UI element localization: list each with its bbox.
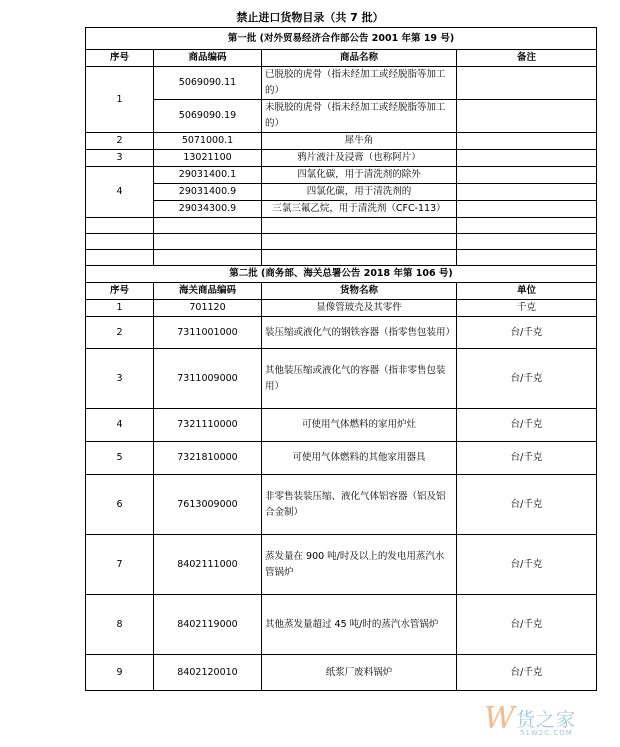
seq-cell: 3	[86, 150, 154, 167]
table-row	[86, 442, 597, 475]
empty-row	[86, 218, 597, 234]
unit-cell: 台/千克	[457, 655, 597, 691]
table-row	[86, 535, 597, 595]
unit-cell: 台/千克	[457, 349, 597, 409]
table-row	[86, 67, 597, 100]
seq-cell: 5	[86, 442, 154, 475]
name-cell: 蒸发量在 900 吨/时及以上的发电用蒸汽水管锅炉	[262, 535, 457, 595]
code-cell: 29031400.9	[154, 184, 262, 201]
name-cell: 其他装压缩或液化气的容器（指非零售包装用）	[262, 349, 457, 409]
remark-cell	[457, 133, 597, 150]
batch2-title: 第二批 (商务部、海关总署公告 2018 年第 106 号)	[86, 266, 597, 283]
table-row	[86, 655, 597, 691]
name-cell: 纸浆厂废料锅炉	[262, 655, 457, 691]
empty-row	[86, 250, 597, 266]
unit-cell: 千克	[457, 300, 597, 317]
remark-cell	[457, 167, 597, 184]
code-cell: 7311001000	[154, 317, 262, 349]
table-row	[86, 100, 597, 133]
page-title: 禁止进口货物目录（共 7 批）	[236, 11, 384, 24]
seq-cell: 7	[86, 535, 154, 595]
name-cell: 四氯化碳，用于清洗剂的除外	[262, 167, 457, 184]
remark-cell	[457, 100, 597, 133]
name-cell: 非零售装装压缩、液化气体铝容器（铝及铝合金制）	[262, 475, 457, 535]
seq-cell: 8	[86, 595, 154, 655]
unit-cell: 台/千克	[457, 409, 597, 442]
table-row	[86, 349, 597, 409]
seq-cell: 1	[86, 67, 154, 133]
code-cell: 8402120010	[154, 655, 262, 691]
name-cell: 鸦片液汁及浸膏（也称阿片）	[262, 150, 457, 167]
empty-row	[86, 234, 597, 250]
header-name: 货物名称	[262, 283, 457, 300]
code-cell: 7311009000	[154, 349, 262, 409]
name-cell: 可使用气体燃料的其他家用器具	[262, 442, 457, 475]
watermark-url: 51W2C.COM	[520, 729, 573, 737]
code-cell: 5069090.11	[154, 67, 262, 100]
code-cell: 29034300.9	[154, 201, 262, 218]
watermark-text: 货之家	[516, 709, 577, 731]
table-row	[86, 595, 597, 655]
watermark-letter: W	[484, 701, 515, 736]
table-row	[86, 201, 597, 218]
header-code: 商品编码	[154, 50, 262, 67]
seq-cell: 4	[86, 409, 154, 442]
table-row	[86, 317, 597, 349]
seq-cell: 2	[86, 317, 154, 349]
name-cell: 已脱胶的虎骨（指未经加工或经脱脂等加工的）	[262, 67, 457, 100]
unit-cell: 台/千克	[457, 442, 597, 475]
code-cell: 7321110000	[154, 409, 262, 442]
batch1-title: 第一批 (对外贸易经济合作部公告 2001 年第 19 号)	[86, 28, 597, 50]
seq-cell: 1	[86, 300, 154, 317]
remark-cell	[457, 67, 597, 100]
seq-cell: 6	[86, 475, 154, 535]
remark-cell	[457, 201, 597, 218]
table-row	[86, 300, 597, 317]
header-unit: 单位	[457, 283, 597, 300]
table-row	[86, 409, 597, 442]
name-cell: 四氯化碳，用于清洗剂的	[262, 184, 457, 201]
name-cell: 其他蒸发量超过 45 吨/时的蒸汽水管锅炉	[262, 595, 457, 655]
table-row	[86, 150, 597, 167]
table-row	[86, 184, 597, 201]
code-cell: 7613009000	[154, 475, 262, 535]
seq-cell: 9	[86, 655, 154, 691]
header-code: 海关商品编码	[154, 283, 262, 300]
unit-cell: 台/千克	[457, 475, 597, 535]
prohibited-goods-table	[85, 27, 597, 691]
unit-cell: 台/千克	[457, 595, 597, 655]
table-row	[86, 167, 597, 184]
name-cell: 显像管玻壳及其零件	[262, 300, 457, 317]
code-cell: 701120	[154, 300, 262, 317]
code-cell: 5071000.1	[154, 133, 262, 150]
remark-cell	[457, 150, 597, 167]
seq-cell: 3	[86, 349, 154, 409]
header-seq: 序号	[86, 50, 154, 67]
name-cell: 装压缩或液化气的钢铁容器（指零售包装用）	[262, 317, 457, 349]
header-name: 商品名称	[262, 50, 457, 67]
header-remark: 备注	[457, 50, 597, 67]
code-cell: 7321810000	[154, 442, 262, 475]
table-row	[86, 133, 597, 150]
name-cell: 犀牛角	[262, 133, 457, 150]
seq-cell: 4	[86, 167, 154, 218]
name-cell: 可使用气体燃料的家用炉灶	[262, 409, 457, 442]
name-cell: 三氯三氟乙烷，用于清洗剂（CFC-113）	[262, 201, 457, 218]
name-cell: 未脱胶的虎骨（指未经加工或经脱脂等加工的）	[262, 100, 457, 133]
seq-cell: 2	[86, 133, 154, 150]
header-seq: 序号	[86, 283, 154, 300]
code-cell: 13021100	[154, 150, 262, 167]
code-cell: 8402119000	[154, 595, 262, 655]
unit-cell: 台/千克	[457, 535, 597, 595]
code-cell: 29031400.1	[154, 167, 262, 184]
unit-cell: 台/千克	[457, 317, 597, 349]
remark-cell	[457, 184, 597, 201]
code-cell: 8402111000	[154, 535, 262, 595]
watermark-logo	[482, 699, 612, 743]
table-row	[86, 475, 597, 535]
code-cell: 5069090.19	[154, 100, 262, 133]
